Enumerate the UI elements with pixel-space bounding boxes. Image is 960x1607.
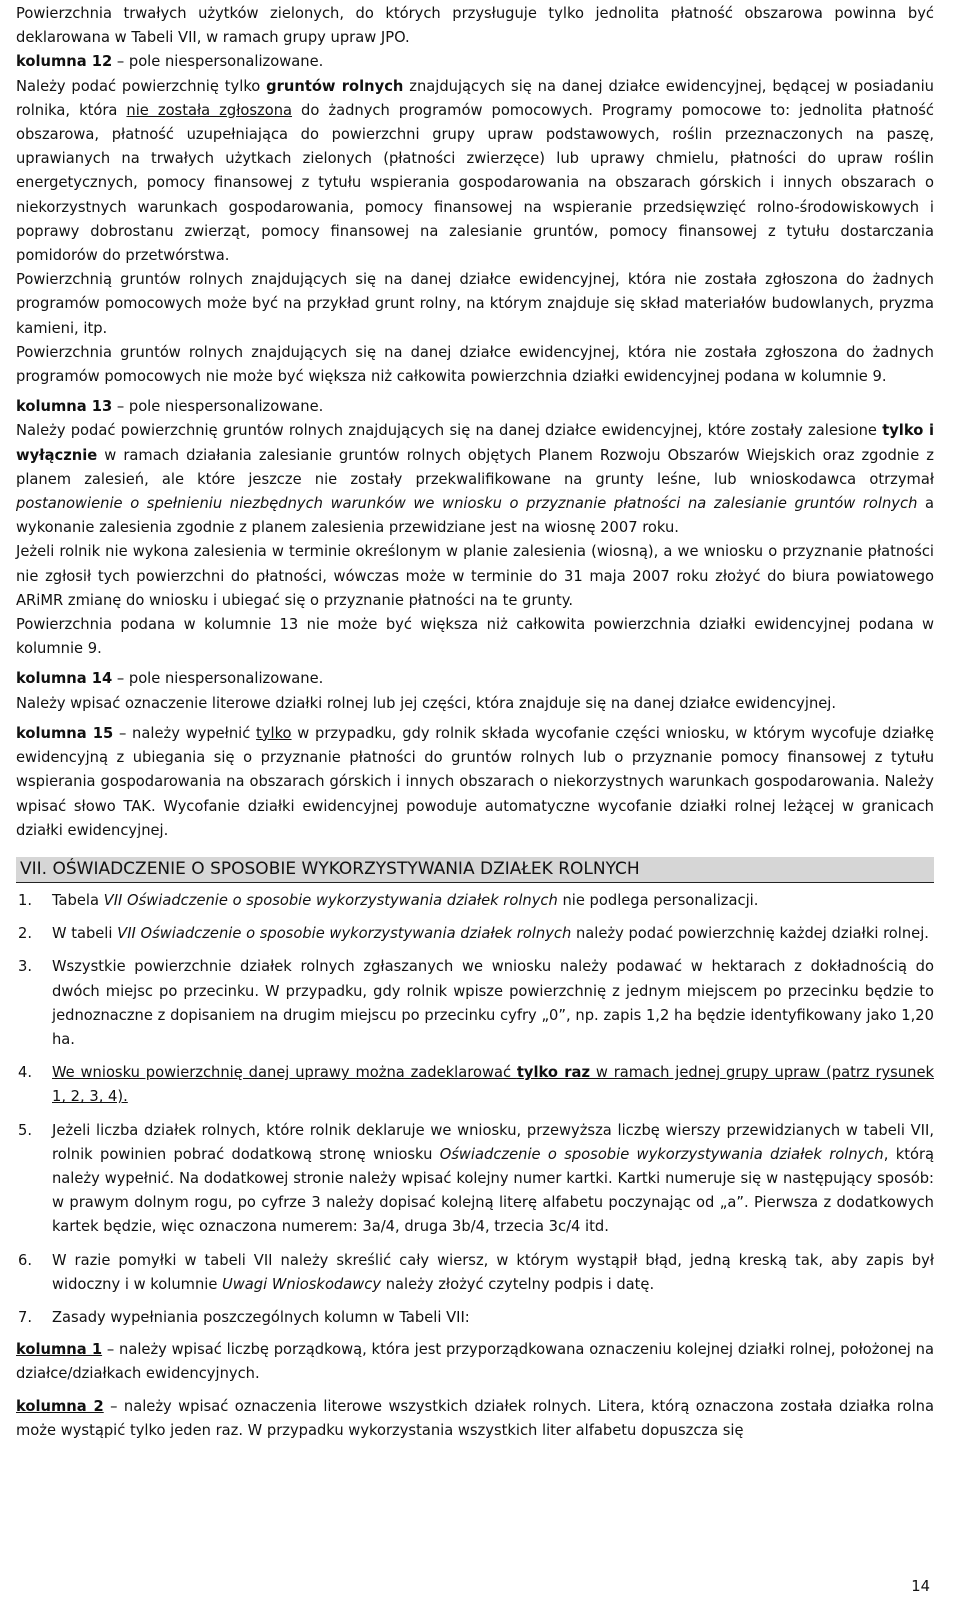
paragraph-k13-1: [16, 419, 934, 540]
text-italic: Oświadczenie o sposobie wykorzystywania działek rolnych: [439, 1145, 884, 1163]
text: znajdujących się na danej działce ewidencyjnej, będącej w posiadaniu rolnika, która: [16, 77, 934, 119]
text: Powierzchnia gruntów rolnych znajdujących się na danej działce ewidencyjnej, która nie została zgłoszona do żadnych programów pomocowych nie może być większa niż całkowita powierzchnia działki ewidencyjnej podana w kolumnie 9.: [16, 343, 934, 386]
column-label: kolumna 14: [16, 670, 113, 688]
paragraph-k13-2: [16, 540, 934, 613]
text: nie podlega personalizacji.: [557, 891, 759, 909]
column-label: kolumna 1: [16, 1341, 103, 1359]
text: Wszystkie powierzchnie działek rolnych zgłaszanych we wniosku należy podawać w hektarach z dokładnością do dwóch miejsc po przecinku. W przypadku, gdy rolnik wpisze powierzchnię z jednym miejscem po przecinku będzie to jednoznaczne z dopisaniem na drugim miejscu po przecinku cyfry „0”, np. zapis 1,2 ha będzie identyfikowany jako 1,20 ha.: [52, 958, 934, 1048]
text-bold: gruntów rolnych: [266, 77, 404, 95]
paragraph-kolumna-1: [16, 1338, 934, 1386]
text: należy złożyć czytelny podpis i datę.: [381, 1275, 655, 1293]
text: – należy wpisać liczbę porządkową, która jest przyporządkowana oznaczeniu kolejnej działki rolnej, położonej na działce/działkach ewidencyjnych.: [16, 1341, 934, 1383]
text: Zasady wypełniania poszczególnych kolumn w Tabeli VII:: [52, 1308, 470, 1326]
text-underlined: tylko: [256, 724, 292, 742]
text: a wykonanie zalesienia zgodnie z planem zalesienia przewidziane jest na wiosnę 2007 roku.: [16, 495, 934, 537]
text: – pole niespersonalizowane.: [112, 670, 324, 688]
text: – pole niespersonalizowane.: [112, 398, 324, 416]
paragraph-k13-3: [16, 613, 934, 661]
text: Powierzchnią gruntów rolnych znajdujących się na danej działce ewidencyjnej, która nie została zgłoszona do żadnych programów pomocowych może być na przykład grunt rolny, na którym znajduje się skład materiałów budowlanych, pryzma kamieni, itp.: [16, 271, 934, 337]
list-number: 7.: [18, 1308, 33, 1326]
text-underlined: nie została zgłoszona: [126, 101, 293, 119]
column-label: kolumna 15: [16, 724, 114, 742]
section-heading: VII. OŚWIADCZENIE O SPOSOBIE WYKORZYSTYWANIA DZIAŁEK ROLNYCH: [16, 857, 934, 883]
text-bold: tylko i wyłącznie: [16, 422, 934, 464]
document-body: [16, 2, 934, 1443]
paragraph-kolumna-2: [16, 1395, 934, 1443]
text: w przypadku, gdy rolnik składa wycofanie części wniosku, w którym wycofuje działkę ewidencyjną z ubiegania się o przyznanie płatności do gruntów rolnych lub o przyznanie pomocy finansowej z tytułu wspierania gospodarowania na obszarach górskich i innych obszarach o niekorzystnych warunkach gospodarowania. Należy wpisać słowo TAK. Wycofanie działki ewidencyjnej powoduje automatyczne wycofanie działki rolnej leżącej w granicach działki ewidencyjnej.: [16, 724, 934, 839]
text: – należy wypełnić: [113, 724, 257, 742]
list-item: [16, 1306, 934, 1330]
list-item: [16, 1061, 934, 1109]
text-italic: postanowienie o spełnieniu niezbędnych warunków we wniosku o przyznanie płatności na zalesianie gruntów rolnych: [16, 495, 918, 513]
text: Powierzchnia trwałych użytków zielonych, do których przysługuje tylko jednolita płatność obszarowa powinna być deklarowana w Tabeli VII, w ramach grupy upraw JPO.: [16, 5, 934, 47]
text: , którą należy wypełnić. Na dodatkowej stronie należy wpisać kolejny numer kartki. Kartki numeruje się w następujący sposób: w prawym dolnym rogu, po cyfrze 3 należy dopisać kolejną literę alfabetu poczynając od „a”. Pierwsza z dodatkowych kartek będzie, więc oznaczona numerem: 3a/4, druga 3b/4, trzecia 3c/4 itd.: [52, 1145, 934, 1236]
text-underlined: We wniosku powierzchnię danej uprawy można zadeklarować: [52, 1064, 517, 1082]
column-label: kolumna 12: [16, 53, 113, 71]
text: Należy podać powierzchnię gruntów rolnych znajdujących się na danej działce ewidencyjnej, które zostały zalesione: [16, 422, 883, 440]
paragraph-k12-3: [16, 341, 934, 389]
paragraph-tuz: [16, 2, 934, 50]
numbered-list: [16, 889, 934, 1330]
list-item: [16, 1249, 934, 1297]
column-label: kolumna 13: [16, 398, 113, 416]
list-number: 5.: [18, 1121, 33, 1139]
list-item: [16, 889, 934, 913]
text: w ramach działania zalesianie gruntów rolnych objętych Planem Rozwoju Obszarów Wiejskich oraz zgodnie z planem zalesień, ale które jeszcze nie zostały przekwalifikowane na grunty leśne, lub wnioskodawca otrzymał: [16, 446, 934, 488]
list-number: 6.: [18, 1251, 33, 1269]
list-number: 4.: [18, 1064, 33, 1082]
page-number: 14: [911, 1578, 930, 1595]
text: do żadnych programów pomocowych. Programy pomocowe to: jednolita płatność obszarowa, płatność uzupełniająca do powierzchni grupy upraw podstawowych, roślin przeznaczonych na paszę, uprawianych na trwałych użytkach zielonych (płatności zwierzęce) lub uprawy chmielu, płatności do upraw roślin energetycznych, pomocy finansowej z tytułu wspierania gospodarowania na obszarach górskich i innych obszarach o niekorzystnych warunkach gospodarowania, pomocy finansowej na wspieranie przedsięwzięć rolno-środowiskowych i poprawy dobrostanu zwierząt, pomocy finansowej na zalesianie gruntów, pomocy finansowej z tytułu dostarczania pomidorów do przetwórstwa.: [16, 101, 934, 265]
list-item: [16, 955, 934, 1052]
list-item: [16, 922, 934, 946]
column-label: kolumna 2: [16, 1397, 104, 1415]
text-bold: tylko raz: [516, 1064, 590, 1082]
text-italic: VII Oświadczenie o sposobie wykorzystywania działek rolnych: [103, 891, 558, 909]
text: W razie pomyłki w tabeli VII należy skreślić cały wiersz, w którym wystąpił błąd, jedną kreską tak, aby zapis był widoczny i w kolumnie: [52, 1251, 934, 1293]
text: Jeżeli rolnik nie wykona zalesienia w terminie określonym w planie zalesienia (wiosną), a we wniosku o przyznanie płatności nie zgłosił tych powierzchni do płatności, wówczas może w terminie do 31 maja 2007 roku złożyć do biura powiatowego ARiMR zmianę do wniosku i ubiegać się o przyznanie płatności na te grunty.: [16, 543, 934, 609]
heading-kolumna-13: [16, 395, 934, 419]
text: Należy podać powierzchnię tylko: [16, 77, 267, 95]
list-number: 3.: [18, 958, 33, 976]
paragraph-k12-1: [16, 75, 934, 269]
list-number: 1.: [18, 891, 33, 909]
heading-kolumna-14: [16, 667, 934, 691]
text: W tabeli: [52, 925, 118, 943]
text: Powierzchnia podana w kolumnie 13 nie może być większa niż całkowita powierzchnia działki ewidencyjnej podana w kolumnie 9.: [16, 616, 934, 658]
text: – należy wpisać oznaczenia literowe wszystkich działek rolnych. Litera, którą oznaczona została działka rolna może wystąpić tylko jeden raz. W przypadku wykorzystania wszystkich liter alfabetu dopuszcza się: [16, 1397, 934, 1439]
text-italic: VII Oświadczenie o sposobie wykorzystywania działek rolnych: [117, 925, 572, 943]
list-number: 2.: [18, 925, 33, 943]
text: Należy wpisać oznaczenie literowe działki rolnej lub jej części, która znajduje się na danej działce ewidencyjnej.: [16, 694, 837, 712]
paragraph-k12-2: [16, 268, 934, 341]
text-italic: Uwagi Wnioskodawcy: [222, 1275, 382, 1293]
heading-kolumna-12: [16, 50, 934, 74]
text: Jeżeli liczba działek rolnych, które rolnik deklaruje we wniosku, przewyższa liczbę wierszy przewidzianych w tabeli VII, rolnik powinien pobrać dodatkową stronę wniosku: [52, 1121, 934, 1163]
paragraph-kolumna-15: [16, 722, 934, 843]
text: Tabela: [52, 891, 104, 909]
text-underlined: w ramach jednej grupy upraw (patrz rysunek 1, 2, 3, 4).: [52, 1064, 934, 1106]
text: należy podać powierzchnię każdej działki rolnej.: [571, 925, 929, 943]
paragraph-k14-1: [16, 692, 934, 716]
list-item: [16, 1119, 934, 1240]
text: – pole niespersonalizowane.: [112, 53, 324, 71]
